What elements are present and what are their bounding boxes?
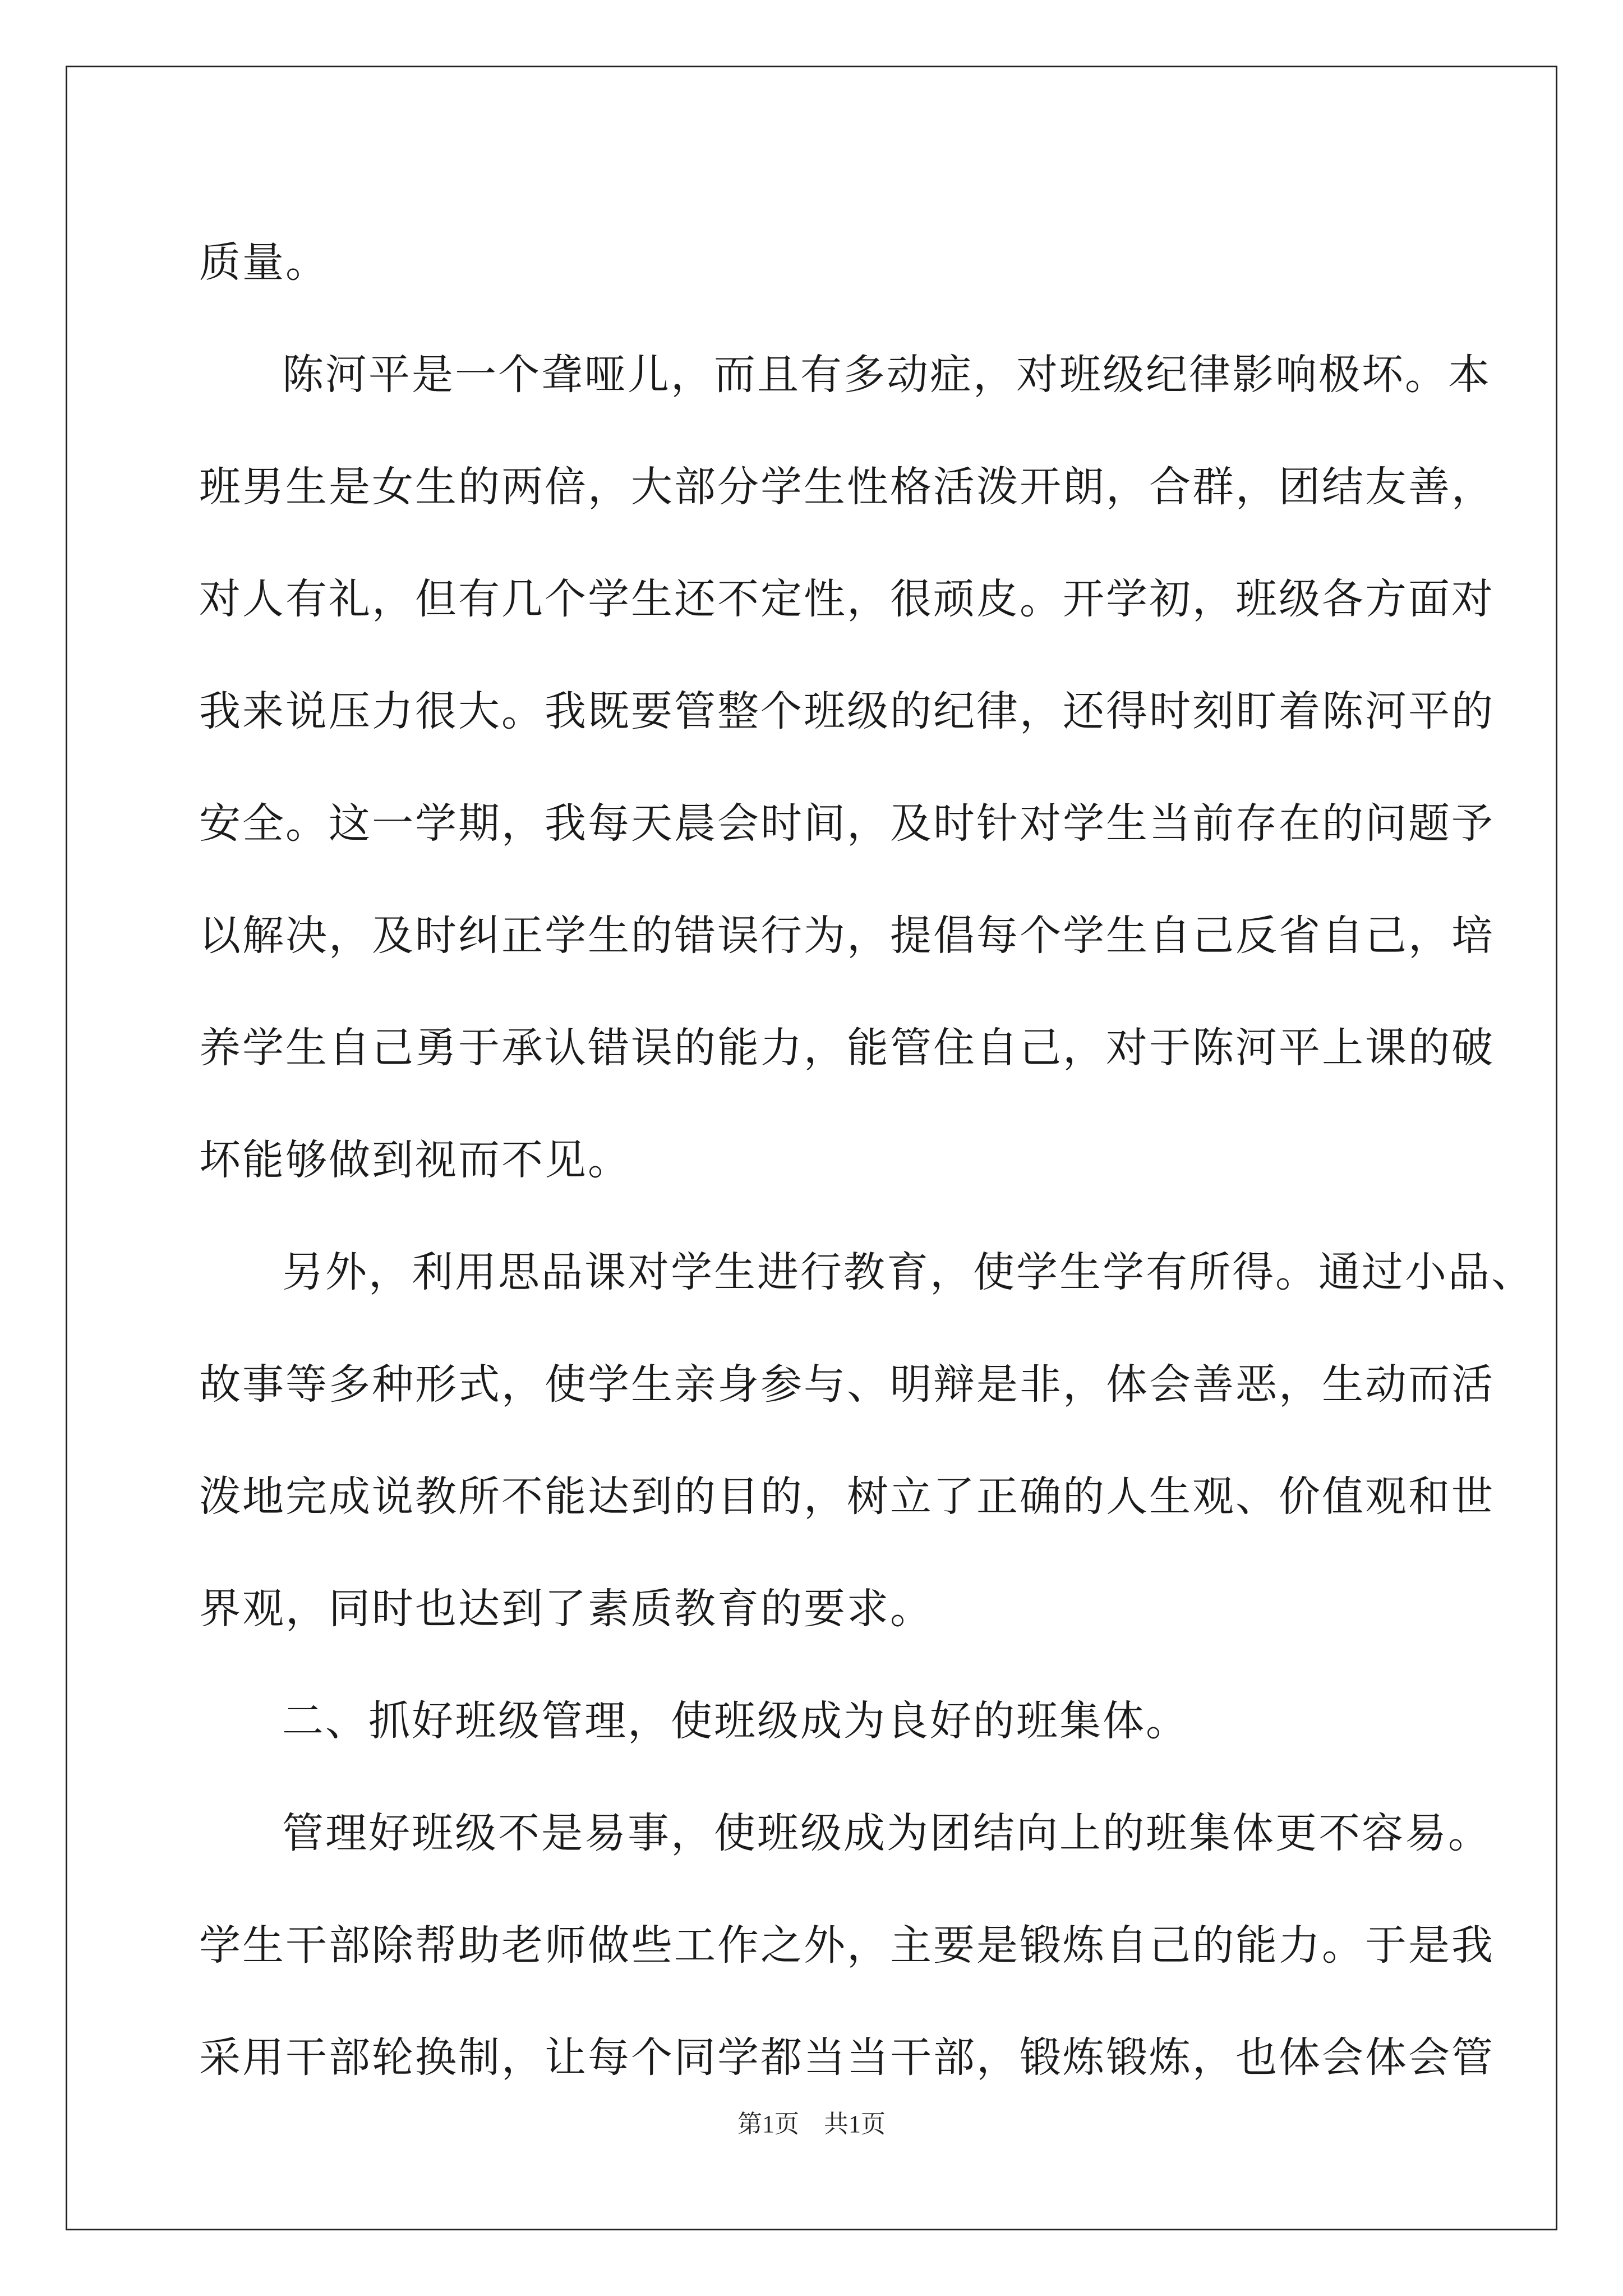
text-line-4: 对人有礼，但有几个学生还不定性，很顽皮。开学初，班级各方面对 bbox=[199, 575, 1495, 623]
text-line-8: 养学生自己勇于承认错误的能力，能管住自己，对于陈河平上课的破 bbox=[199, 1024, 1495, 1072]
text-line-17: 采用干部轮换制，让每个同学都当当干部，锻炼锻炼，也体会体会管 bbox=[199, 2033, 1495, 2082]
text-line-6: 安全。这一学期，我每天晨会时间，及时针对学生当前存在的问题予 bbox=[199, 799, 1495, 848]
page-footer bbox=[0, 2104, 1623, 2139]
page-number-total: 共1页 bbox=[824, 2110, 886, 2138]
text-line-11: 故事等多种形式，使学生亲身参与、明辩是非，体会善恶，生动而活 bbox=[199, 1360, 1495, 1409]
text-line-2: 陈河平是一个聋哑儿，而且有多动症，对班级纪律影响极坏。本 bbox=[282, 351, 1491, 399]
page-number-current: 第1页 bbox=[737, 2110, 799, 2138]
text-line-3: 班男生是女生的两倍，大部分学生性格活泼开朗，合群，团结友善， bbox=[199, 463, 1495, 511]
section-heading-2: 二、抓好班级管理，使班级成为良好的班集体。 bbox=[282, 1697, 1189, 1745]
document-body bbox=[199, 206, 1534, 2114]
text-line-9: 坏能够做到视而不见。 bbox=[199, 1136, 631, 1184]
text-line-15: 管理好班级不是易事，使班级成为团结向上的班集体更不容易。 bbox=[282, 1809, 1491, 1857]
text-line-12: 泼地完成说教所不能达到的目的，树立了正确的人生观、价值观和世 bbox=[199, 1473, 1495, 1521]
text-line-5: 我来说压力很大。我既要管整个班级的纪律，还得时刻盯着陈河平的 bbox=[199, 687, 1495, 735]
text-line-1: 质量。 bbox=[199, 238, 329, 287]
text-line-10: 另外，利用思品课对学生进行教育，使学生学有所得。通过小品、 bbox=[282, 1248, 1534, 1296]
text-line-16: 学生干部除帮助老师做些工作之外，主要是锻炼自己的能力。于是我 bbox=[199, 1921, 1495, 1970]
text-line-13: 界观，同时也达到了素质教育的要求。 bbox=[199, 1585, 933, 1633]
text-line-7: 以解决，及时纠正学生的错误行为，提倡每个学生自己反省自己，培 bbox=[199, 912, 1495, 960]
